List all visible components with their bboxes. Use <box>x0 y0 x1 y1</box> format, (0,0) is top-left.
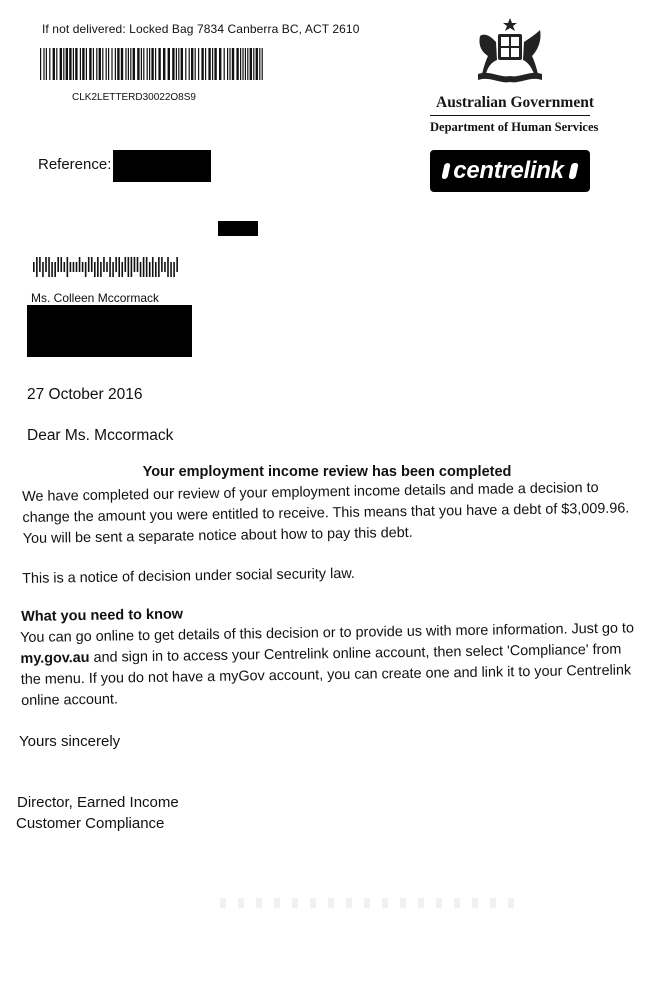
postal-bar <box>137 257 139 272</box>
barcode-bar <box>125 48 126 80</box>
postal-bar <box>106 262 108 272</box>
barcode-bar <box>82 48 84 80</box>
postal-bar <box>164 262 166 272</box>
barcode-bar <box>46 48 47 80</box>
barcode-bar <box>106 48 107 80</box>
postal-bar <box>45 257 47 272</box>
redacted-reference-number <box>113 150 211 182</box>
postal-bar <box>140 262 142 277</box>
postal-bar <box>146 257 148 277</box>
recipient-name: Ms. Colleen Mccormack <box>31 291 160 305</box>
barcode-bar <box>185 48 186 80</box>
postal-bar <box>94 262 96 277</box>
barcode-bar <box>56 48 57 80</box>
postal-bar <box>36 257 38 277</box>
barcode-bar <box>214 48 216 80</box>
barcode-bar <box>137 48 139 80</box>
postal-bar <box>91 257 93 272</box>
government-name: Australian Government <box>436 94 595 111</box>
barcode-bar <box>60 48 62 80</box>
barcode-bar <box>147 48 148 80</box>
centrelink-logo <box>430 150 590 192</box>
barcode-bar <box>99 48 101 80</box>
postal-bar <box>79 257 81 272</box>
postal-bar <box>70 262 72 272</box>
paragraph-text: and sign in to access your Centrelink online account, then select 'Compliance' from the menu. If you do not have a myGov account, you can create one and link it to your Centrelink online account. <box>20 641 632 709</box>
barcode-bar <box>155 48 156 80</box>
postal-barcode-image <box>33 257 181 277</box>
postal-bar <box>57 257 59 272</box>
postal-bar <box>51 262 53 277</box>
postal-bar <box>33 262 35 272</box>
paragraph-decision-notice: This is a notice of decision under social security law. <box>22 565 355 587</box>
postal-bar <box>109 257 111 277</box>
barcode-bar <box>43 48 44 80</box>
signatory-title: Director, Earned Income <box>17 794 179 811</box>
barcode-bar <box>247 48 248 80</box>
postal-bar <box>39 257 41 272</box>
postal-bar <box>167 257 169 277</box>
postal-bar <box>85 262 87 277</box>
postal-bar <box>143 257 145 277</box>
paragraph-debt-notice: We have completed our review of your employment income details and made a decision to change the amount you were entitled to receive. This means that you have a debt of $3,009.96. You will be sent a separate notice about how to pay this debt. <box>22 479 630 547</box>
barcode-bar <box>133 48 135 80</box>
barcode-bar <box>176 48 177 80</box>
barcode-bar <box>262 48 263 80</box>
section-heading-what-you-need-to-know: What you need to know <box>21 606 184 625</box>
barcode-bar <box>86 48 87 80</box>
barcode-bar <box>189 48 190 80</box>
postal-bar <box>115 257 117 272</box>
mygov-link: my.gov.au <box>20 649 90 667</box>
closing: Yours sincerely <box>19 733 121 750</box>
barcode-bar <box>117 48 119 80</box>
logo-mark-left <box>442 163 451 179</box>
centrelink-wordmark: centrelink <box>453 157 564 184</box>
redacted-block <box>218 221 258 236</box>
barcode-bar <box>178 48 179 80</box>
postal-bar <box>103 257 105 272</box>
barcode-bar <box>108 48 109 80</box>
reference-label: Reference: <box>38 156 112 173</box>
barcode-bar <box>130 48 131 80</box>
signatory-unit: Customer Compliance <box>16 815 165 832</box>
barcode-bar <box>128 48 129 80</box>
barcode-bar <box>102 48 103 80</box>
logo-mark-right <box>568 163 578 179</box>
barcode-bar <box>240 48 241 80</box>
postal-bar <box>152 257 154 277</box>
barcode-bar <box>168 48 170 80</box>
barcode-bar <box>198 48 199 80</box>
postal-bar <box>134 257 136 272</box>
barcode-bar <box>40 48 41 80</box>
postal-bar <box>158 257 160 277</box>
postal-bar <box>60 257 62 272</box>
barcode-bar <box>259 48 260 80</box>
barcode-bar <box>219 48 221 80</box>
barcode-bar <box>63 48 64 80</box>
letter-heading: Your employment income review has been completed <box>142 464 512 480</box>
postal-bar <box>100 262 102 277</box>
postal-bar <box>170 262 172 277</box>
barcode-bar <box>172 48 174 80</box>
barcode-bar <box>143 48 144 80</box>
postal-bar <box>67 257 69 277</box>
barcode-bar <box>93 48 94 80</box>
postal-bar <box>97 257 99 277</box>
barcode-bar <box>242 48 243 80</box>
redacted-address <box>27 305 192 357</box>
postal-bar <box>149 262 151 277</box>
barcode-bar <box>256 48 258 80</box>
barcode-bar <box>224 48 225 80</box>
postal-bar <box>125 257 127 272</box>
postal-bar <box>118 257 120 277</box>
postal-bar <box>155 262 157 277</box>
barcode-bar <box>115 48 116 80</box>
postal-bar <box>173 262 175 277</box>
barcode-bar <box>96 48 97 80</box>
barcode-bar <box>253 48 254 80</box>
postal-bar <box>88 257 90 272</box>
barcode-bar <box>158 48 160 80</box>
barcode-bar <box>201 48 203 80</box>
postal-bar <box>112 262 114 277</box>
letter-date: 27 October 2016 <box>27 386 143 403</box>
postal-bar <box>131 257 133 277</box>
barcode-bar <box>163 48 165 80</box>
postal-bar <box>161 257 163 272</box>
barcode-bar <box>121 48 123 80</box>
barcode-bar <box>227 48 228 80</box>
postal-bar <box>176 257 178 272</box>
barcode-bar <box>80 48 81 80</box>
postal-bar <box>128 257 130 277</box>
barcode-bar <box>195 48 196 80</box>
barcode-bar <box>232 48 234 80</box>
postal-bar <box>82 262 84 272</box>
postal-bar <box>73 262 75 272</box>
barcode-bar <box>191 48 193 80</box>
header-divider <box>430 115 590 116</box>
salutation: Dear Ms. Mccormack <box>27 427 174 444</box>
postal-bar <box>76 262 78 272</box>
barcode-bar <box>149 48 150 80</box>
return-address: If not delivered: Locked Bag 7834 Canberra BC, ACT 2610 <box>42 22 360 36</box>
barcode-bar <box>141 48 142 80</box>
barcode-bar <box>245 48 246 80</box>
barcode-bar <box>53 48 55 80</box>
barcode-bar <box>236 48 238 80</box>
barcode-code: CLK2LETTERD30022O8S9 <box>72 92 196 103</box>
barcode-bar <box>205 48 206 80</box>
barcode-bar <box>66 48 68 80</box>
postal-bar <box>42 262 44 277</box>
scan-smudge <box>220 898 520 908</box>
barcode-bar <box>208 48 210 80</box>
barcode-bar <box>89 48 91 80</box>
paragraph-online-access <box>20 618 636 712</box>
postal-bar <box>54 262 56 277</box>
barcode-bar <box>73 48 74 80</box>
barcode-bar <box>69 48 71 80</box>
paragraph-text: You can go online to get details of this decision or to provide us with more information. Just go to <box>20 620 635 646</box>
postal-bar <box>64 262 66 272</box>
department-name: Department of Human Services <box>430 120 599 134</box>
barcode-bar <box>151 48 153 80</box>
barcode-bar <box>229 48 230 80</box>
barcode-bar <box>181 48 183 80</box>
barcode-image <box>40 48 264 80</box>
postal-bar <box>121 262 123 277</box>
barcode-bar <box>250 48 252 80</box>
coat-of-arms-icon <box>470 16 550 88</box>
barcode-bar <box>212 48 213 80</box>
barcode-bar <box>49 48 50 80</box>
barcode-bar <box>75 48 77 80</box>
postal-bar <box>48 257 50 277</box>
barcode-bar <box>111 48 112 80</box>
